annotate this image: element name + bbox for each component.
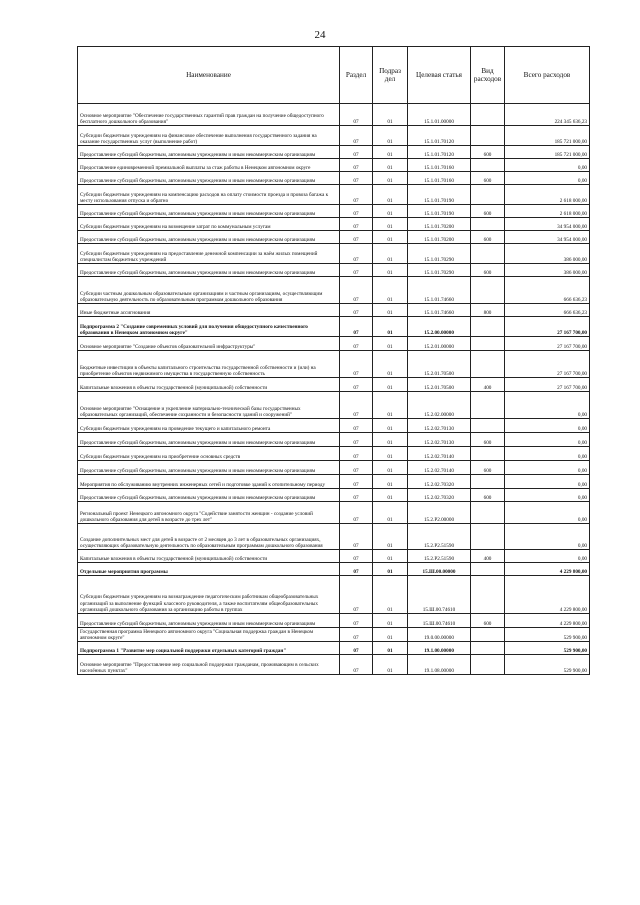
cell-vr	[471, 185, 505, 205]
cell-total: 0,00	[505, 419, 590, 433]
cell-name: Субсидии частным дошкольным образовательным организациям и частным организациям, осуществляющим образовательную деятельность по образовательным программам дошкольного образования	[78, 277, 340, 304]
cell-total: 529 900,00	[505, 642, 590, 655]
table-row	[78, 317, 590, 337]
cell-total: 0,00	[505, 159, 590, 172]
cell-name: Иные бюджетные ассигнования	[78, 304, 340, 317]
cell-podrazdel: 01	[373, 475, 408, 489]
cell-podrazdel: 01	[373, 146, 408, 159]
cell-name: Региональный проект Ненецкого автономного округа "Содействие занятости женщин - создание условий дошкольного образования для детей в возрасте до трех лет"	[78, 502, 340, 524]
cell-cst: 15.1.01.70120	[408, 146, 471, 159]
cell-razdel: 07	[340, 461, 373, 475]
cell-cst: 15.Ш.00.74610	[408, 576, 471, 614]
cell-razdel: 07	[340, 433, 373, 447]
cell-vr: 600	[471, 231, 505, 244]
cell-total: 386 000,00	[505, 264, 590, 277]
cell-vr	[471, 277, 505, 304]
cell-name: Подпрограмма 2 "Создание современных условий для получения общедоступного качественного образования в Ненецком автономном округе"	[78, 317, 340, 337]
cell-razdel: 07	[340, 205, 373, 218]
cell-vr: 600	[471, 264, 505, 277]
cell-vr	[471, 524, 505, 550]
cell-name: Субсидии бюджетным учреждениям на возмещение затрат по коммунальным услугам	[78, 218, 340, 231]
cell-name: Основное мероприятие "Оснащение и укрепление материально-технической базы государственных образовательных организаций, обеспечение сохранности и безопасности зданий и сооружений"	[78, 392, 340, 419]
cell-razdel: 07	[340, 244, 373, 264]
cell-vr	[471, 317, 505, 337]
cell-razdel: 07	[340, 304, 373, 317]
cell-cst: 15.2.02.70320	[408, 489, 471, 502]
cell-name: Предоставление субсидий бюджетным, автономным учреждениям и иным некоммерческим организациям	[78, 231, 340, 244]
cell-razdel: 07	[340, 351, 373, 378]
cell-podrazdel: 01	[373, 337, 408, 351]
table-row	[78, 146, 590, 159]
header-name: Наименование	[78, 47, 340, 104]
table-row	[78, 655, 590, 675]
cell-cst: 15.1.01.74660	[408, 277, 471, 304]
table-row	[78, 433, 590, 447]
cell-podrazdel: 01	[373, 172, 408, 185]
cell-razdel: 07	[340, 475, 373, 489]
cell-razdel: 07	[340, 218, 373, 231]
cell-total: 27 167 700,00	[505, 351, 590, 378]
cell-total: 0,00	[505, 392, 590, 419]
cell-total: 529 900,00	[505, 628, 590, 642]
cell-vr	[471, 628, 505, 642]
cell-name: Подпрограмма 1 "Развитие мер социальной поддержки отдельных категорий граждан"	[78, 642, 340, 655]
table-row	[78, 419, 590, 433]
cell-name: Государственная программа Ненецкого автономного округа "Социальная поддержка граждан в Ненецком автономном округе"	[78, 628, 340, 642]
cell-vr	[471, 475, 505, 489]
cell-razdel: 07	[340, 277, 373, 304]
table-row	[78, 628, 590, 642]
header-razdel: Раздел	[340, 47, 373, 104]
cell-total: 666 636,23	[505, 277, 590, 304]
cell-cst: 15.2.02.70140	[408, 447, 471, 461]
cell-vr: 400	[471, 378, 505, 392]
cell-cst: 15.2.P2.00000	[408, 502, 471, 524]
cell-podrazdel: 01	[373, 317, 408, 337]
cell-vr: 600	[471, 461, 505, 475]
cell-name: Предоставление субсидий бюджетным, автономным учреждениям и иным некоммерческим организациям	[78, 614, 340, 628]
cell-podrazdel: 01	[373, 419, 408, 433]
cell-podrazdel: 01	[373, 351, 408, 378]
cell-podrazdel: 01	[373, 433, 408, 447]
cell-total: 34 954 000,00	[505, 231, 590, 244]
table-row	[78, 614, 590, 628]
cell-name: Создание дополнительных мест для детей в возрасте от 2 месяцев до 3 лет в образовательных организациях, осуществляющих образовательную деятельность по образовательным программам дошкольного образования	[78, 524, 340, 550]
table-row	[78, 264, 590, 277]
cell-vr: 600	[471, 614, 505, 628]
cell-cst: 19.1.00.00000	[408, 642, 471, 655]
cell-vr: 600	[471, 172, 505, 185]
table-row	[78, 172, 590, 185]
cell-total: 4 229 800,00	[505, 563, 590, 576]
cell-razdel: 07	[340, 563, 373, 576]
cell-vr	[471, 502, 505, 524]
cell-razdel: 07	[340, 614, 373, 628]
cell-vr	[471, 392, 505, 419]
cell-vr	[471, 244, 505, 264]
cell-razdel: 07	[340, 378, 373, 392]
cell-cst: 15.2.P2.51590	[408, 524, 471, 550]
cell-vr: 600	[471, 146, 505, 159]
cell-vr	[471, 576, 505, 614]
cell-cst: 15.1.01.70290	[408, 244, 471, 264]
cell-podrazdel: 01	[373, 218, 408, 231]
cell-podrazdel: 01	[373, 550, 408, 563]
cell-name: Предоставление субсидий бюджетным, автономным учреждениям и иным некоммерческим организациям	[78, 205, 340, 218]
cell-cst: 15.Ш.00.74610	[408, 614, 471, 628]
cell-podrazdel: 01	[373, 502, 408, 524]
cell-vr	[471, 126, 505, 146]
table-row	[78, 104, 590, 126]
cell-podrazdel: 01	[373, 104, 408, 126]
cell-podrazdel: 01	[373, 264, 408, 277]
table-row	[78, 159, 590, 172]
cell-name: Предоставление субсидий бюджетным, автономным учреждениям и иным некоммерческим организациям	[78, 264, 340, 277]
page-number: 24	[314, 29, 326, 41]
cell-total: 27 167 700,00	[505, 337, 590, 351]
table-row	[78, 351, 590, 378]
cell-podrazdel: 01	[373, 524, 408, 550]
cell-razdel: 07	[340, 146, 373, 159]
cell-razdel: 07	[340, 337, 373, 351]
table-row	[78, 218, 590, 231]
cell-podrazdel: 01	[373, 205, 408, 218]
cell-total: 4 229 800,00	[505, 576, 590, 614]
cell-razdel: 07	[340, 317, 373, 337]
cell-razdel: 07	[340, 264, 373, 277]
cell-razdel: 07	[340, 419, 373, 433]
table-row	[78, 489, 590, 502]
cell-vr	[471, 104, 505, 126]
table-row	[78, 550, 590, 563]
cell-razdel: 07	[340, 502, 373, 524]
table-row	[78, 475, 590, 489]
cell-name: Предоставление субсидий бюджетным, автономным учреждениям и иным некоммерческим организациям	[78, 433, 340, 447]
table-row	[78, 461, 590, 475]
cell-total: 666 636,23	[505, 304, 590, 317]
cell-cst: 15.2.02.70130	[408, 433, 471, 447]
cell-name: Капитальные вложения в объекты государственной (муниципальной) собственности	[78, 550, 340, 563]
cell-podrazdel: 01	[373, 185, 408, 205]
table-row	[78, 642, 590, 655]
cell-cst: 15.Ш.00.00000	[408, 563, 471, 576]
cell-cst: 15.1.01.00000	[408, 104, 471, 126]
cell-total: 27 167 700,00	[505, 317, 590, 337]
cell-podrazdel: 01	[373, 576, 408, 614]
cell-podrazdel: 01	[373, 614, 408, 628]
cell-vr	[471, 351, 505, 378]
cell-razdel: 07	[340, 576, 373, 614]
cell-total: 0,00	[505, 489, 590, 502]
cell-razdel: 07	[340, 104, 373, 126]
cell-podrazdel: 01	[373, 231, 408, 244]
cell-vr	[471, 447, 505, 461]
cell-name: Предоставление единовременной премиальной выплаты за стаж работы в Ненецком автономном округе	[78, 159, 340, 172]
cell-total: 2 618 000,00	[505, 205, 590, 218]
cell-cst: 15.1.01.70160	[408, 159, 471, 172]
cell-cst: 15.1.01.70190	[408, 205, 471, 218]
cell-cst: 15.1.01.70160	[408, 172, 471, 185]
header-total: Всего расходов	[505, 47, 590, 104]
cell-razdel: 07	[340, 392, 373, 419]
cell-podrazdel: 01	[373, 447, 408, 461]
cell-cst: 15.1.01.70200	[408, 231, 471, 244]
cell-total: 2 618 000,00	[505, 185, 590, 205]
cell-cst: 15.1.01.70200	[408, 218, 471, 231]
table-row	[78, 563, 590, 576]
table-row	[78, 524, 590, 550]
cell-name: Субсидии бюджетным учреждениям на финансовое обеспечение выполнения государственного задания на оказание государственных услуг (выполнение работ)	[78, 126, 340, 146]
cell-cst: 15.2.02.70130	[408, 419, 471, 433]
table-row	[78, 304, 590, 317]
cell-name: Предоставление субсидий бюджетным, автономным учреждениям и иным некоммерческим организациям	[78, 172, 340, 185]
cell-vr	[471, 159, 505, 172]
cell-total: 0,00	[505, 461, 590, 475]
cell-cst: 15.2.02.00000	[408, 392, 471, 419]
cell-name: Основное мероприятие "Обеспечение государственных гарантий прав граждан на получение общедоступного бесплатного дошкольного образования"	[78, 104, 340, 126]
cell-podrazdel: 01	[373, 277, 408, 304]
cell-name: Субсидии бюджетным учреждениям на компенсацию расходов на оплату стоимости проезда и провоза багажа к месту использования отпуска и обратно	[78, 185, 340, 205]
cell-cst: 15.2.01.70500	[408, 351, 471, 378]
table-row	[78, 378, 590, 392]
cell-vr	[471, 218, 505, 231]
table-header-row	[78, 47, 590, 104]
cell-name: Отдельные мероприятия программы	[78, 563, 340, 576]
cell-razdel: 07	[340, 550, 373, 563]
cell-podrazdel: 01	[373, 642, 408, 655]
table-row	[78, 205, 590, 218]
table-row	[78, 244, 590, 264]
cell-total: 185 721 000,00	[505, 146, 590, 159]
cell-cst: 15.2.02.70320	[408, 475, 471, 489]
cell-razdel: 07	[340, 655, 373, 675]
cell-cst: 15.1.01.74660	[408, 304, 471, 317]
cell-total: 529 900,00	[505, 655, 590, 675]
cell-cst: 15.2.01.70500	[408, 378, 471, 392]
cell-total: 0,00	[505, 433, 590, 447]
cell-total: 34 954 000,00	[505, 218, 590, 231]
cell-name: Субсидии бюджетным учреждениям на приобретение основных средств	[78, 447, 340, 461]
table-row	[78, 231, 590, 244]
cell-podrazdel: 01	[373, 489, 408, 502]
cell-razdel: 07	[340, 628, 373, 642]
cell-name: Субсидии бюджетным учреждениям на проведение текущего и капитального ремонта	[78, 419, 340, 433]
cell-name: Субсидии бюджетным учреждениям на вознаграждение педагогическим работникам общеобразовательных организаций за выполнение функций классного руководителя, а также воспитателям общеобразовательных организаций дошкольного образования за организацию работы в группах	[78, 576, 340, 614]
cell-name: Основное мероприятие "Создание объектов образовательной инфраструктуры"	[78, 337, 340, 351]
cell-cst: 19.0.00.00000	[408, 628, 471, 642]
cell-razdel: 07	[340, 172, 373, 185]
cell-name: Предоставление субсидий бюджетным, автономным учреждениям и иным некоммерческим организациям	[78, 461, 340, 475]
cell-cst: 15.1.01.70120	[408, 126, 471, 146]
budget-table	[77, 46, 590, 675]
header-expense-type: Вид расходов	[471, 47, 505, 104]
cell-cst: 15.1.01.70290	[408, 264, 471, 277]
cell-podrazdel: 01	[373, 304, 408, 317]
cell-name: Бюджетные инвестиции в объекты капитального строительства государственной собственности и (или) на приобретение объектов недвижимого имущества в государственную собственность	[78, 351, 340, 378]
table-row	[78, 576, 590, 614]
cell-vr	[471, 563, 505, 576]
cell-razdel: 07	[340, 231, 373, 244]
cell-total: 386 000,00	[505, 244, 590, 264]
cell-vr	[471, 642, 505, 655]
cell-total: 0,00	[505, 172, 590, 185]
cell-total: 4 229 800,00	[505, 614, 590, 628]
cell-total: 0,00	[505, 524, 590, 550]
table-row	[78, 337, 590, 351]
table-row	[78, 126, 590, 146]
cell-name: Предоставление субсидий бюджетным, автономным учреждениям и иным некоммерческим организациям	[78, 489, 340, 502]
cell-vr: 800	[471, 304, 505, 317]
cell-razdel: 07	[340, 159, 373, 172]
cell-vr: 600	[471, 205, 505, 218]
table-row	[78, 502, 590, 524]
header-target-article: Целевая статья	[408, 47, 471, 104]
cell-razdel: 07	[340, 126, 373, 146]
cell-total: 0,00	[505, 550, 590, 563]
cell-podrazdel: 01	[373, 159, 408, 172]
cell-cst: 15.2.01.00000	[408, 337, 471, 351]
table-row	[78, 392, 590, 419]
cell-name: Основное мероприятие "Предоставление мер социальной поддержки гражданам, проживающим в сельских населённых пунктах"	[78, 655, 340, 675]
cell-razdel: 07	[340, 489, 373, 502]
cell-vr: 600	[471, 433, 505, 447]
cell-cst: 15.2.P2.51590	[408, 550, 471, 563]
cell-podrazdel: 01	[373, 244, 408, 264]
table-row	[78, 185, 590, 205]
header-podrazdel: Подраз дел	[373, 47, 408, 104]
cell-total: 224 345 636,23	[505, 104, 590, 126]
cell-podrazdel: 01	[373, 378, 408, 392]
cell-name: Капитальные вложения в объекты государственной (муниципальной) собственности	[78, 378, 340, 392]
cell-cst: 19.1.08.00000	[408, 655, 471, 675]
cell-podrazdel: 01	[373, 392, 408, 419]
table-row	[78, 447, 590, 461]
cell-cst: 15.2.02.70140	[408, 461, 471, 475]
cell-razdel: 07	[340, 642, 373, 655]
cell-razdel: 07	[340, 185, 373, 205]
cell-razdel: 07	[340, 524, 373, 550]
cell-podrazdel: 01	[373, 655, 408, 675]
cell-total: 0,00	[505, 502, 590, 524]
cell-podrazdel: 01	[373, 126, 408, 146]
cell-total: 0,00	[505, 475, 590, 489]
cell-total: 27 167 700,00	[505, 378, 590, 392]
cell-vr	[471, 337, 505, 351]
cell-vr: 600	[471, 489, 505, 502]
cell-vr	[471, 419, 505, 433]
cell-podrazdel: 01	[373, 563, 408, 576]
cell-cst: 15.1.01.70190	[408, 185, 471, 205]
cell-podrazdel: 01	[373, 628, 408, 642]
cell-podrazdel: 01	[373, 461, 408, 475]
cell-cst: 15.2.00.00000	[408, 317, 471, 337]
cell-total: 0,00	[505, 447, 590, 461]
table-row	[78, 277, 590, 304]
cell-name: Предоставление субсидий бюджетным, автономным учреждениям и иным некоммерческим организациям	[78, 146, 340, 159]
cell-name: Субсидии бюджетным учреждениям на предоставление денежной компенсации за наём жилых помещений специалистам бюджетных учреждений	[78, 244, 340, 264]
cell-name: Мероприятия по обслуживанию внутренних инженерных сетей и подготовке зданий к отопительному периоду	[78, 475, 340, 489]
cell-vr	[471, 655, 505, 675]
cell-total: 185 721 000,00	[505, 126, 590, 146]
cell-vr: 400	[471, 550, 505, 563]
cell-razdel: 07	[340, 447, 373, 461]
